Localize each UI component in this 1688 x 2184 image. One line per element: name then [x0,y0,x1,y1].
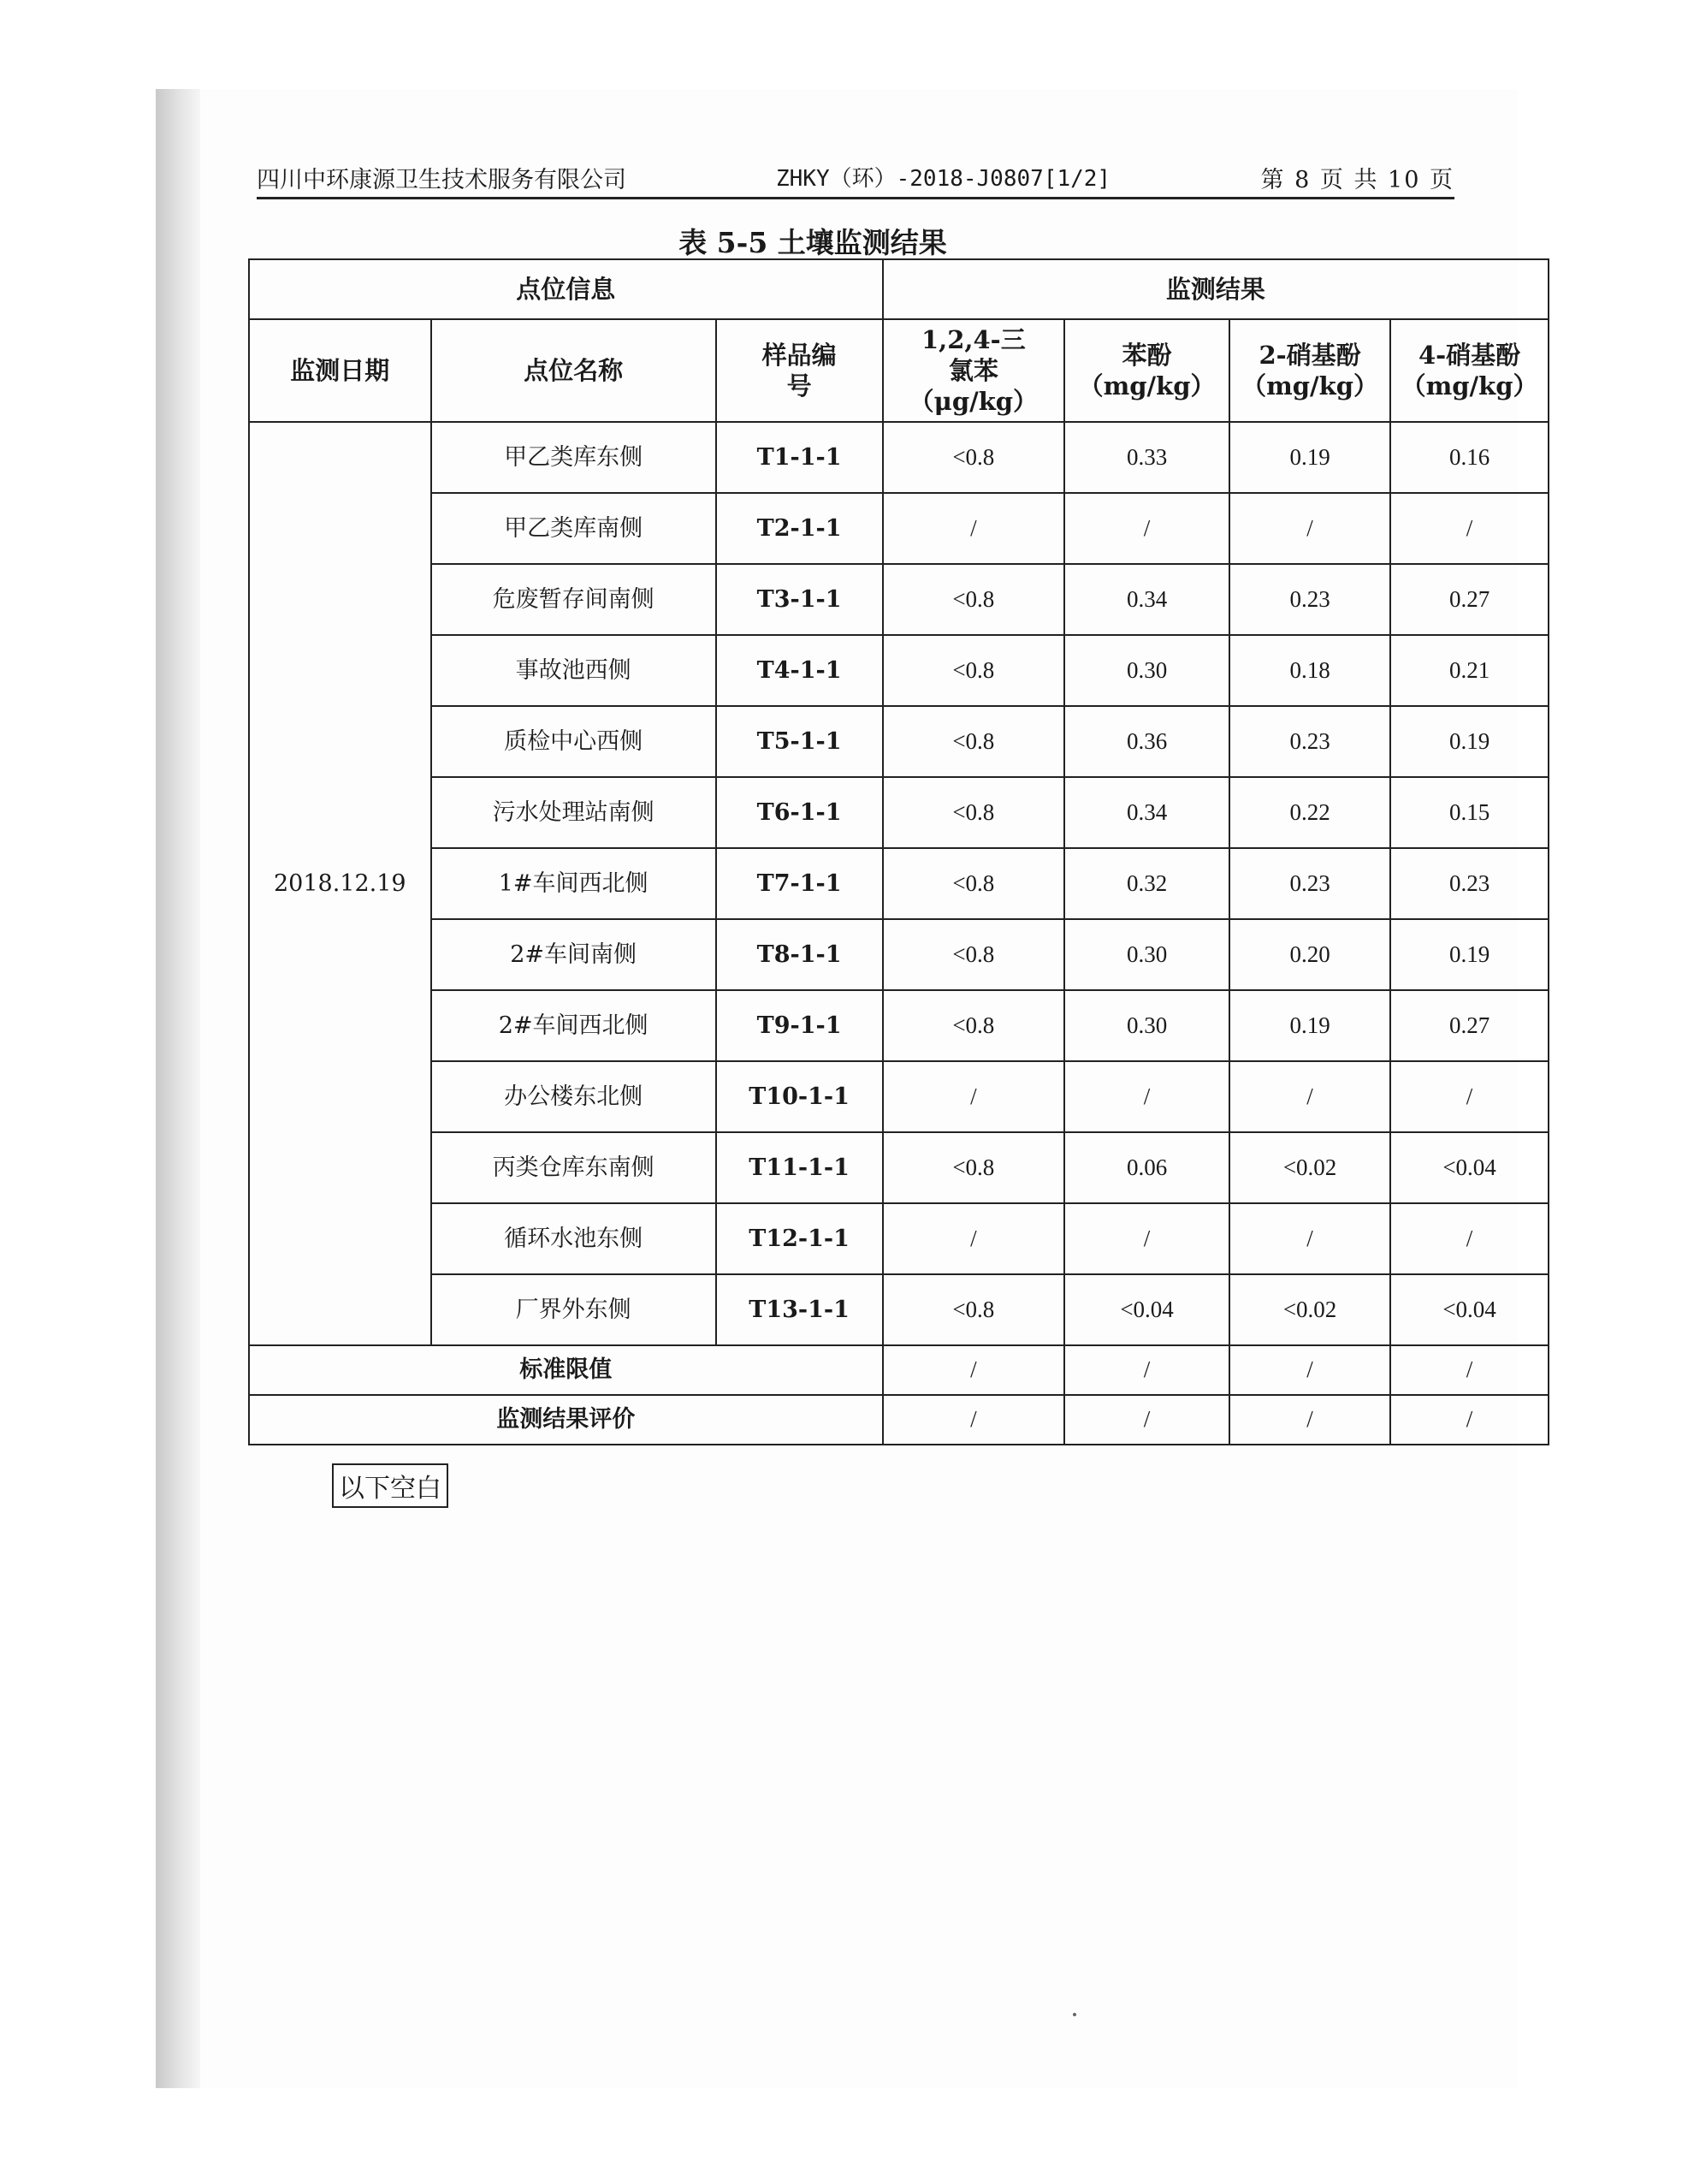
point-name: 厂界外东侧 [431,1274,716,1345]
group-header-results: 监测结果 [883,259,1549,319]
table-row [249,919,1549,990]
4-nitrophenol-value: / [1390,1061,1549,1132]
tcb-value: / [883,1203,1064,1274]
point-name: 事故池西侧 [431,635,716,706]
2-nitrophenol-value: 0.19 [1229,990,1390,1061]
evaluation-row-phenol: / [1064,1395,1229,1445]
standard-limit-row-np2: / [1229,1345,1390,1395]
tcb-value: <0.8 [883,1132,1064,1203]
soil-monitoring-table [248,258,1549,1445]
sample-id: T10-1-1 [716,1061,883,1132]
col-header-sample: 样品编号 [716,319,883,422]
table-row [249,706,1549,777]
point-name: 办公楼东北侧 [431,1061,716,1132]
2-nitrophenol-value: 0.22 [1229,777,1390,848]
2-nitrophenol-value: <0.02 [1229,1274,1390,1345]
4-nitrophenol-value: 0.16 [1390,422,1549,493]
table-row [249,1274,1549,1345]
sample-id: T4-1-1 [716,635,883,706]
evaluation-row-label: 监测结果评价 [249,1395,883,1445]
phenol-value: 0.32 [1064,848,1229,919]
4-nitrophenol-value: / [1390,1203,1549,1274]
col-header-tcb: 1,2,4-三氯苯（μg/kg） [883,319,1064,422]
4-nitrophenol-value: 0.21 [1390,635,1549,706]
standard-limit-row-np4: / [1390,1345,1549,1395]
tcb-value: <0.8 [883,919,1064,990]
evaluation-row-np4: / [1390,1395,1549,1445]
phenol-value: 0.34 [1064,777,1229,848]
table-row [249,635,1549,706]
tcb-value: <0.8 [883,422,1064,493]
table-title: 表 5-5 土壤监测结果 [678,226,947,259]
point-name: 质检中心西侧 [431,706,716,777]
4-nitrophenol-value: 0.23 [1390,848,1549,919]
2-nitrophenol-value: 0.23 [1229,706,1390,777]
sample-id: T11-1-1 [716,1132,883,1203]
tcb-value: <0.8 [883,848,1064,919]
standard-limit-row-label: 标准限值 [249,1345,883,1395]
2-nitrophenol-value: 0.23 [1229,848,1390,919]
blank-below-note: 以下空白 [332,1463,448,1508]
scan-speck [1073,2013,1076,2016]
point-name: 甲乙类库东侧 [431,422,716,493]
table-row [249,777,1549,848]
point-name: 2#车间西北侧 [431,990,716,1061]
tcb-value: <0.8 [883,635,1064,706]
2-nitrophenol-value: <0.02 [1229,1132,1390,1203]
page-number: 第 8 页 共 10 页 [1260,167,1454,193]
4-nitrophenol-value: <0.04 [1390,1274,1549,1345]
sample-id: T3-1-1 [716,564,883,635]
sample-id: T7-1-1 [716,848,883,919]
tcb-value: / [883,1061,1064,1132]
2-nitrophenol-value: 0.19 [1229,422,1390,493]
group-header-point-info: 点位信息 [249,259,883,319]
col-header-phenol: 苯酚（mg/kg） [1064,319,1229,422]
evaluation-row-np2: / [1229,1395,1390,1445]
point-name: 危废暂存间南侧 [431,564,716,635]
4-nitrophenol-value: 0.15 [1390,777,1549,848]
monitoring-date: 2018.12.19 [249,422,431,1345]
point-name: 2#车间南侧 [431,919,716,990]
col-header-4-nitrophenol: 4-硝基酚（mg/kg） [1390,319,1549,422]
sample-id: T5-1-1 [716,706,883,777]
4-nitrophenol-value: 0.27 [1390,990,1549,1061]
phenol-value: / [1064,1203,1229,1274]
company-name: 四川中环康源卫生技术服务有限公司 [257,167,626,193]
point-name: 循环水池东侧 [431,1203,716,1274]
4-nitrophenol-value: 0.27 [1390,564,1549,635]
2-nitrophenol-value: / [1229,493,1390,564]
phenol-value: <0.04 [1064,1274,1229,1345]
4-nitrophenol-value: <0.04 [1390,1132,1549,1203]
table-row [249,1061,1549,1132]
point-name: 1#车间西北侧 [431,848,716,919]
4-nitrophenol-value: 0.19 [1390,706,1549,777]
phenol-value: 0.06 [1064,1132,1229,1203]
phenol-value: 0.30 [1064,919,1229,990]
2-nitrophenol-value: / [1229,1203,1390,1274]
tcb-value: <0.8 [883,706,1064,777]
tcb-value: <0.8 [883,1274,1064,1345]
phenol-value: / [1064,1061,1229,1132]
table-row [249,848,1549,919]
table-row [249,990,1549,1061]
phenol-value: / [1064,493,1229,564]
2-nitrophenol-value: 0.20 [1229,919,1390,990]
4-nitrophenol-value: / [1390,493,1549,564]
standard-limit-row [249,1345,1549,1395]
col-header-2-nitrophenol: 2-硝基酚（mg/kg） [1229,319,1390,422]
2-nitrophenol-value: 0.18 [1229,635,1390,706]
sample-id: T9-1-1 [716,990,883,1061]
table-row [249,493,1549,564]
phenol-value: 0.36 [1064,706,1229,777]
tcb-value: <0.8 [883,777,1064,848]
point-name: 污水处理站南侧 [431,777,716,848]
sample-id: T8-1-1 [716,919,883,990]
standard-limit-row-tcb: / [883,1345,1064,1395]
page-header [257,156,1454,199]
sample-id: T13-1-1 [716,1274,883,1345]
table-row [249,564,1549,635]
sample-id: T1-1-1 [716,422,883,493]
evaluation-row-tcb: / [883,1395,1064,1445]
evaluation-row [249,1395,1549,1445]
col-header-date: 监测日期 [249,319,431,422]
sample-id: T12-1-1 [716,1203,883,1274]
tcb-value: / [883,493,1064,564]
point-name: 丙类仓库东南侧 [431,1132,716,1203]
table-row [249,422,1549,493]
sample-id: T6-1-1 [716,777,883,848]
standard-limit-row-phenol: / [1064,1345,1229,1395]
phenol-value: 0.33 [1064,422,1229,493]
phenol-value: 0.34 [1064,564,1229,635]
phenol-value: 0.30 [1064,635,1229,706]
table-row [249,1132,1549,1203]
table-row [249,1203,1549,1274]
tcb-value: <0.8 [883,564,1064,635]
2-nitrophenol-value: / [1229,1061,1390,1132]
tcb-value: <0.8 [883,990,1064,1061]
report-code: ZHKY（环）-2018-J0807[1/2] [776,166,1111,192]
sample-id: T2-1-1 [716,493,883,564]
2-nitrophenol-value: 0.23 [1229,564,1390,635]
4-nitrophenol-value: 0.19 [1390,919,1549,990]
col-header-name: 点位名称 [431,319,716,422]
point-name: 甲乙类库南侧 [431,493,716,564]
phenol-value: 0.30 [1064,990,1229,1061]
scan-edge-shadow [156,89,200,2088]
